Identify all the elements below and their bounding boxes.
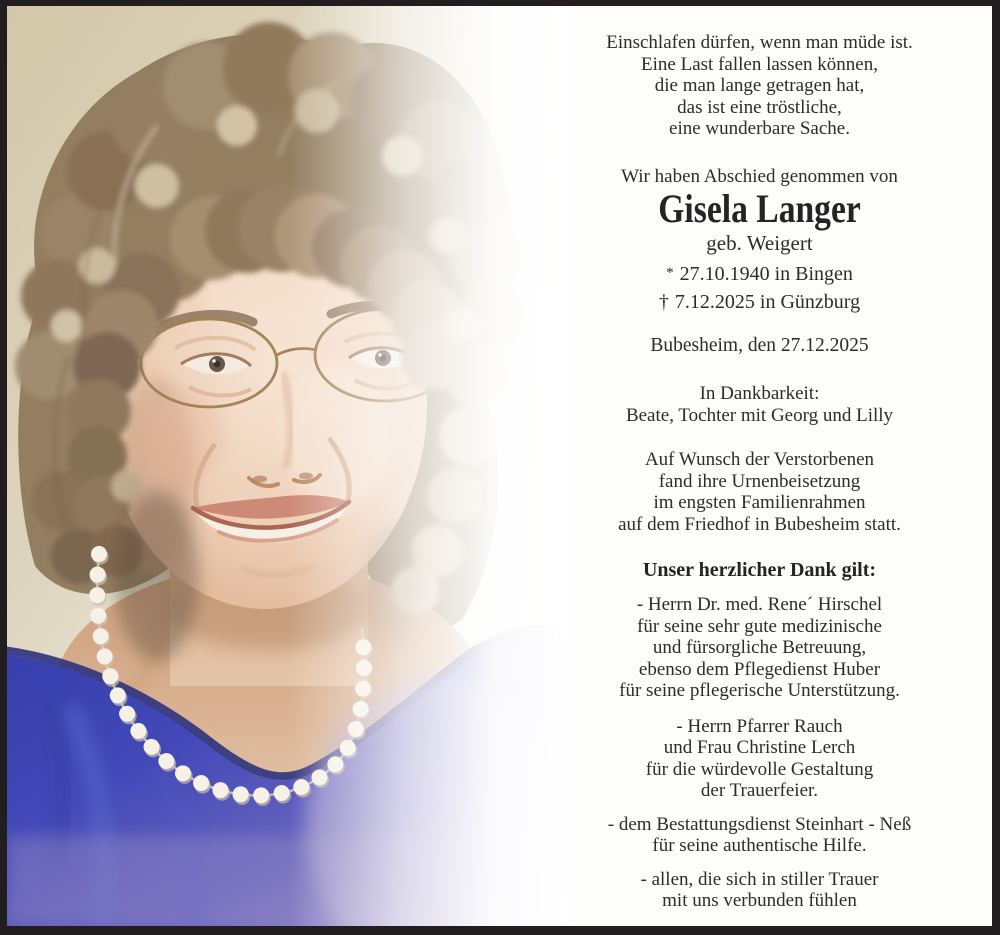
thanks-line: und Frau Christine Lerch bbox=[663, 737, 856, 758]
verse-line: eine wunderbare Sache. bbox=[669, 118, 850, 139]
gratitude-block bbox=[527, 383, 992, 426]
notice-text-column bbox=[527, 6, 992, 912]
burial-line: im engsten Familienrahmen bbox=[653, 492, 866, 513]
portrait-illustration bbox=[7, 6, 572, 926]
thanks-line: für seine pflegerische Unterstützung. bbox=[619, 680, 900, 701]
thanks-item-funeral-service bbox=[527, 814, 992, 857]
place-and-date: Bubesheim, den 27.12.2025 bbox=[650, 335, 869, 356]
verse-line: das ist eine tröstliche, bbox=[677, 96, 842, 118]
verse-line: Eine Last fallen lassen können, bbox=[641, 53, 878, 75]
thanks-line: - dem Bestattungsdienst Steinhart - Neß bbox=[607, 813, 912, 835]
thanks-line: - Herrn Dr. med. Rene´ Hirschel bbox=[636, 594, 883, 615]
thanks-line: - allen, die sich in stiller Trauer bbox=[640, 868, 879, 890]
thanks-line: für seine authentische Hilfe. bbox=[652, 835, 867, 856]
thanks-line: mit uns verbunden fühlen bbox=[662, 890, 857, 911]
photo-wash-overlay bbox=[7, 6, 572, 926]
burial-line: Auf Wunsch der Verstorbenen bbox=[644, 449, 875, 470]
thanks-line: für seine sehr gute medizinische bbox=[637, 615, 882, 637]
death-date-text: 7.12.2025 in Günzburg bbox=[674, 291, 861, 313]
cross-of-death-symbol: † bbox=[658, 291, 669, 313]
death-date bbox=[527, 289, 992, 315]
burial-note bbox=[527, 449, 992, 535]
verse-line: Einschlafen dürfen, wenn man müde ist. bbox=[606, 32, 913, 53]
thanks-line: für die würdevolle Gestaltung bbox=[645, 758, 874, 780]
thanks-heading: Unser herzlicher Dank gilt: bbox=[642, 559, 877, 581]
memorial-verse bbox=[527, 32, 992, 140]
maiden-name: geb. Weigert bbox=[706, 231, 813, 255]
star-of-birth-symbol: * bbox=[666, 265, 674, 281]
thanks-line: ebenso dem Pflegedienst Huber bbox=[638, 658, 881, 680]
birth-date-text: 27.10.1940 in Bingen bbox=[679, 263, 853, 285]
portrait-photo bbox=[7, 6, 572, 926]
farewell-intro: Wir haben Abschied genommen von bbox=[621, 165, 898, 187]
gratitude-label: In Dankbarkeit: bbox=[699, 383, 820, 404]
thanks-line: und fürsorgliche Betreuung, bbox=[652, 637, 867, 658]
family-names: Beate, Tochter mit Georg und Lilly bbox=[625, 404, 894, 426]
burial-line: auf dem Friedhof in Bubesheim statt. bbox=[618, 513, 901, 535]
thanks-item-doctor bbox=[527, 594, 992, 702]
thanks-item-mourners bbox=[527, 869, 992, 912]
burial-line: fand ihre Urnenbeisetzung bbox=[658, 470, 861, 492]
thanks-line: der Trauerfeier. bbox=[700, 780, 819, 801]
birth-date bbox=[527, 261, 992, 289]
thanks-line: - Herrn Pfarrer Rauch bbox=[676, 715, 843, 737]
deceased-name: Gisela Langer bbox=[658, 186, 861, 231]
thanks-item-pastor bbox=[527, 716, 992, 802]
notice-inner bbox=[7, 6, 992, 926]
verse-line: die man lange getragen hat, bbox=[654, 75, 865, 96]
